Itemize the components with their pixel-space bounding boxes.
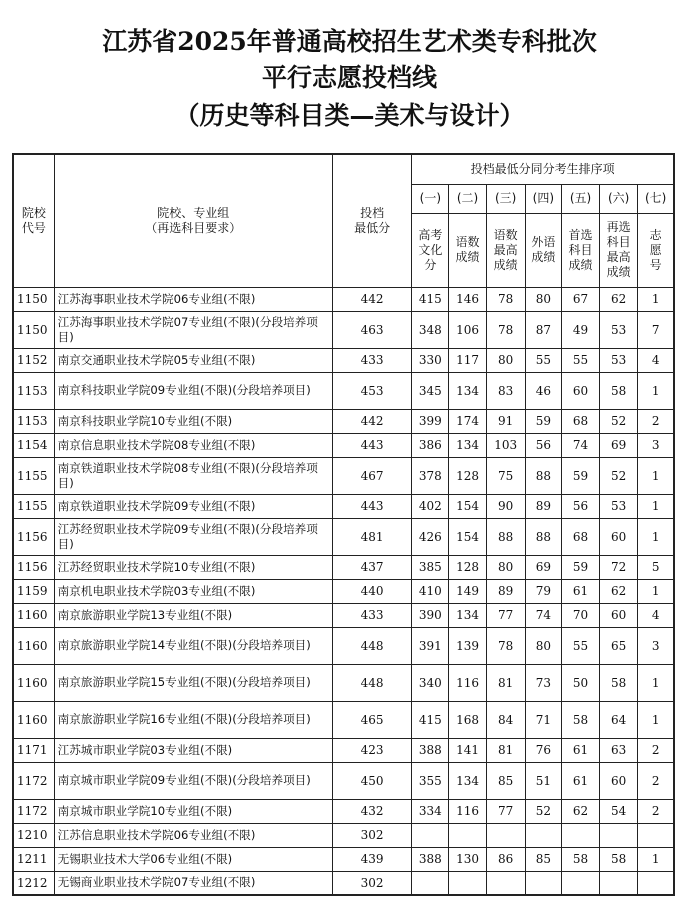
- cell-score-2: 130: [449, 847, 486, 871]
- cell-score-2: 139: [449, 627, 486, 664]
- cell-score-1: 402: [412, 494, 449, 518]
- cell-score-4: 80: [525, 627, 561, 664]
- header-code-label: 院校 代号: [21, 205, 46, 235]
- cell-score-3: 75: [486, 457, 525, 494]
- cell-score-1: 386: [412, 433, 449, 457]
- cell-min-score: 448: [332, 627, 411, 664]
- cell-name: 南京城市职业学院10专业组(不限): [54, 799, 332, 823]
- cell-code: 1150: [13, 311, 54, 348]
- cell-min-score: 450: [332, 762, 411, 799]
- cell-score-5: 56: [561, 494, 599, 518]
- table-row: [13, 799, 674, 823]
- cell-score-2: 116: [449, 799, 486, 823]
- header-min-score: [332, 154, 411, 287]
- cell-score-3: 91: [486, 409, 525, 433]
- cell-score-6: 58: [600, 372, 638, 409]
- table-row: [13, 627, 674, 664]
- cell-name: 江苏经贸职业技术学院09专业组(不限)(分段培养项目): [54, 518, 332, 555]
- cell-score-2: 168: [449, 701, 486, 738]
- cell-score-5: 59: [561, 555, 599, 579]
- cell-score-3: 78: [486, 311, 525, 348]
- header-code: [13, 154, 54, 287]
- cell-score-6: 64: [600, 701, 638, 738]
- cell-code: 1150: [13, 287, 54, 311]
- header-number: (五): [561, 184, 599, 213]
- cell-score-1: 390: [412, 603, 449, 627]
- header-number: (三): [486, 184, 525, 213]
- cell-score-3: 90: [486, 494, 525, 518]
- cell-score-2: 128: [449, 457, 486, 494]
- cell-score-2: 146: [449, 287, 486, 311]
- cell-score-3: [486, 871, 525, 895]
- header-number: (一): [412, 184, 449, 213]
- cell-score-2: 116: [449, 664, 486, 701]
- cell-name: 南京旅游职业学院13专业组(不限): [54, 603, 332, 627]
- cell-code: 1153: [13, 372, 54, 409]
- cell-score-5: 61: [561, 738, 599, 762]
- cell-score-5: 62: [561, 799, 599, 823]
- cell-score-4: 79: [525, 579, 561, 603]
- cell-name: 南京旅游职业学院15专业组(不限)(分段培养项目): [54, 664, 332, 701]
- cell-min-score: 443: [332, 433, 411, 457]
- cell-score-4: 51: [525, 762, 561, 799]
- cell-score-7: 1: [638, 518, 674, 555]
- cell-score-3: 83: [486, 372, 525, 409]
- cell-score-7: 5: [638, 555, 674, 579]
- cell-score-7: 1: [638, 579, 674, 603]
- cell-score-4: 69: [525, 555, 561, 579]
- cell-score-2: 149: [449, 579, 486, 603]
- cell-score-7: 1: [638, 701, 674, 738]
- cell-name: 南京旅游职业学院14专业组(不限)(分段培养项目): [54, 627, 332, 664]
- cell-score-2: 134: [449, 372, 486, 409]
- cell-score-3: 77: [486, 603, 525, 627]
- table-row: [13, 494, 674, 518]
- cell-score-7: 2: [638, 409, 674, 433]
- cell-score-7: 2: [638, 762, 674, 799]
- cell-score-2: 117: [449, 348, 486, 372]
- cell-score-2: 174: [449, 409, 486, 433]
- cell-score-1: 426: [412, 518, 449, 555]
- cell-score-2: 154: [449, 518, 486, 555]
- cell-score-3: 80: [486, 348, 525, 372]
- cell-score-4: 85: [525, 847, 561, 871]
- cell-score-4: [525, 871, 561, 895]
- cell-code: 1172: [13, 762, 54, 799]
- cell-score-2: 141: [449, 738, 486, 762]
- cell-score-3: 88: [486, 518, 525, 555]
- cell-score-1: 388: [412, 847, 449, 871]
- cell-score-3: 85: [486, 762, 525, 799]
- cell-score-4: 55: [525, 348, 561, 372]
- cell-score-7: 1: [638, 664, 674, 701]
- cell-score-6: 58: [600, 847, 638, 871]
- cell-min-score: 465: [332, 701, 411, 738]
- cell-score-5: [561, 823, 599, 847]
- cell-score-4: 89: [525, 494, 561, 518]
- cell-score-7: 1: [638, 287, 674, 311]
- admission-score-table: [12, 153, 675, 896]
- cell-score-7: 4: [638, 348, 674, 372]
- cell-score-5: 55: [561, 627, 599, 664]
- cell-code: 1156: [13, 555, 54, 579]
- cell-name: 江苏海事职业技术学院07专业组(不限)(分段培养项目): [54, 311, 332, 348]
- cell-score-3: 89: [486, 579, 525, 603]
- cell-score-6: 53: [600, 348, 638, 372]
- table-row: [13, 311, 674, 348]
- cell-score-6: 53: [600, 311, 638, 348]
- cell-score-7: 3: [638, 433, 674, 457]
- cell-score-3: 78: [486, 627, 525, 664]
- cell-score-5: 60: [561, 372, 599, 409]
- cell-score-1: 410: [412, 579, 449, 603]
- cell-score-1: 355: [412, 762, 449, 799]
- cell-code: 1160: [13, 664, 54, 701]
- title-line-1: 江苏省2025年普通高校招生艺术类专科批次: [102, 27, 597, 56]
- cell-code: 1171: [13, 738, 54, 762]
- cell-score-3: 81: [486, 738, 525, 762]
- table-row: [13, 433, 674, 457]
- cell-score-5: 61: [561, 579, 599, 603]
- cell-min-score: 302: [332, 823, 411, 847]
- cell-score-6: 58: [600, 664, 638, 701]
- cell-min-score: 467: [332, 457, 411, 494]
- header-number: (六): [600, 184, 638, 213]
- title-line-2: 平行志愿投档线: [261, 63, 437, 92]
- cell-score-4: 52: [525, 799, 561, 823]
- cell-score-4: 87: [525, 311, 561, 348]
- cell-score-1: 415: [412, 701, 449, 738]
- cell-score-5: 68: [561, 409, 599, 433]
- cell-min-score: 302: [332, 871, 411, 895]
- cell-score-5: 58: [561, 701, 599, 738]
- table-row: [13, 664, 674, 701]
- cell-name: 无锡商业职业技术学院07专业组(不限): [54, 871, 332, 895]
- header-label: 再选 科目 最高 成绩: [600, 213, 638, 287]
- cell-min-score: 481: [332, 518, 411, 555]
- cell-score-7: 7: [638, 311, 674, 348]
- cell-name: 江苏经贸职业技术学院10专业组(不限): [54, 555, 332, 579]
- cell-score-6: [600, 871, 638, 895]
- cell-score-2: [449, 871, 486, 895]
- table-row: [13, 518, 674, 555]
- cell-score-6: 62: [600, 287, 638, 311]
- cell-name: 江苏海事职业技术学院06专业组(不限): [54, 287, 332, 311]
- header-number: (七): [638, 184, 674, 213]
- table-row: [13, 579, 674, 603]
- cell-score-7: 1: [638, 457, 674, 494]
- table-row: [13, 847, 674, 871]
- cell-min-score: 442: [332, 409, 411, 433]
- cell-name: 南京交通职业技术学院05专业组(不限): [54, 348, 332, 372]
- table-row: [13, 287, 674, 311]
- cell-score-7: 1: [638, 372, 674, 409]
- cell-score-4: 80: [525, 287, 561, 311]
- cell-score-6: 72: [600, 555, 638, 579]
- cell-name: 南京机电职业技术学院03专业组(不限): [54, 579, 332, 603]
- cell-name: 江苏信息职业技术学院06专业组(不限): [54, 823, 332, 847]
- table-row: [13, 762, 674, 799]
- header-name-label: 院校、专业组 （再选科目要求）: [145, 205, 242, 235]
- cell-score-4: 56: [525, 433, 561, 457]
- cell-score-6: 60: [600, 603, 638, 627]
- cell-score-4: 46: [525, 372, 561, 409]
- header-number: (四): [525, 184, 561, 213]
- cell-score-2: 106: [449, 311, 486, 348]
- cell-code: 1212: [13, 871, 54, 895]
- cell-score-5: [561, 871, 599, 895]
- table-row: [13, 457, 674, 494]
- cell-min-score: 439: [332, 847, 411, 871]
- title-line-3: （历史等科目类—美术与设计）: [174, 101, 525, 130]
- cell-code: 1155: [13, 494, 54, 518]
- cell-score-2: 154: [449, 494, 486, 518]
- table-row: [13, 823, 674, 847]
- cell-code: 1172: [13, 799, 54, 823]
- cell-score-6: [600, 823, 638, 847]
- table-row: [13, 409, 674, 433]
- cell-score-5: 55: [561, 348, 599, 372]
- cell-code: 1160: [13, 603, 54, 627]
- cell-score-1: 385: [412, 555, 449, 579]
- cell-score-5: 50: [561, 664, 599, 701]
- cell-score-2: [449, 823, 486, 847]
- table-row: [13, 555, 674, 579]
- cell-code: 1153: [13, 409, 54, 433]
- cell-name: 南京铁道职业技术学院09专业组(不限): [54, 494, 332, 518]
- cell-score-4: [525, 823, 561, 847]
- cell-score-3: 86: [486, 847, 525, 871]
- cell-score-5: 49: [561, 311, 599, 348]
- cell-code: 1210: [13, 823, 54, 847]
- cell-score-1: 399: [412, 409, 449, 433]
- cell-score-5: 61: [561, 762, 599, 799]
- cell-score-6: 62: [600, 579, 638, 603]
- cell-score-2: 128: [449, 555, 486, 579]
- cell-score-7: 3: [638, 627, 674, 664]
- cell-score-1: 378: [412, 457, 449, 494]
- cell-score-1: 415: [412, 287, 449, 311]
- cell-score-1: 391: [412, 627, 449, 664]
- cell-score-3: 103: [486, 433, 525, 457]
- cell-score-7: [638, 871, 674, 895]
- cell-min-score: 423: [332, 738, 411, 762]
- table-row: [13, 738, 674, 762]
- cell-score-1: 340: [412, 664, 449, 701]
- cell-code: 1154: [13, 433, 54, 457]
- header-label: 外语 成绩: [525, 213, 561, 287]
- cell-score-2: 134: [449, 603, 486, 627]
- header-number: (二): [449, 184, 486, 213]
- cell-score-6: 60: [600, 762, 638, 799]
- cell-score-1: [412, 871, 449, 895]
- header-label: 高考 文化 分: [412, 213, 449, 287]
- cell-score-3: 80: [486, 555, 525, 579]
- cell-score-7: [638, 823, 674, 847]
- cell-score-3: 84: [486, 701, 525, 738]
- cell-score-4: 76: [525, 738, 561, 762]
- cell-score-3: 77: [486, 799, 525, 823]
- cell-score-5: 74: [561, 433, 599, 457]
- cell-score-5: 68: [561, 518, 599, 555]
- cell-name: 南京科技职业学院09专业组(不限)(分段培养项目): [54, 372, 332, 409]
- cell-code: 1156: [13, 518, 54, 555]
- cell-score-7: 4: [638, 603, 674, 627]
- cell-score-1: [412, 823, 449, 847]
- cell-score-6: 60: [600, 518, 638, 555]
- cell-code: 1159: [13, 579, 54, 603]
- cell-code: 1160: [13, 627, 54, 664]
- cell-score-6: 52: [600, 457, 638, 494]
- header-label: 语数 最高 成绩: [486, 213, 525, 287]
- cell-code: 1211: [13, 847, 54, 871]
- header-label: 首选 科目 成绩: [561, 213, 599, 287]
- cell-min-score: 437: [332, 555, 411, 579]
- cell-name: 南京旅游职业学院16专业组(不限)(分段培养项目): [54, 701, 332, 738]
- cell-name: 南京铁道职业技术学院08专业组(不限)(分段培养项目): [54, 457, 332, 494]
- cell-score-1: 348: [412, 311, 449, 348]
- cell-score-7: 1: [638, 494, 674, 518]
- cell-score-5: 70: [561, 603, 599, 627]
- cell-score-4: 88: [525, 518, 561, 555]
- table-row: [13, 871, 674, 895]
- cell-min-score: 463: [332, 311, 411, 348]
- cell-name: 南京信息职业技术学院08专业组(不限): [54, 433, 332, 457]
- cell-name: 南京城市职业学院09专业组(不限)(分段培养项目): [54, 762, 332, 799]
- cell-score-1: 345: [412, 372, 449, 409]
- cell-score-6: 65: [600, 627, 638, 664]
- table-row: [13, 701, 674, 738]
- cell-score-2: 134: [449, 433, 486, 457]
- cell-score-5: 58: [561, 847, 599, 871]
- table-body: [13, 287, 674, 895]
- header-label: 志 愿 号: [638, 213, 674, 287]
- header-min-score-label: 投档 最低分: [354, 205, 391, 235]
- cell-score-3: 78: [486, 287, 525, 311]
- cell-min-score: 442: [332, 287, 411, 311]
- cell-min-score: 433: [332, 348, 411, 372]
- cell-min-score: 432: [332, 799, 411, 823]
- cell-score-5: 67: [561, 287, 599, 311]
- cell-score-4: 88: [525, 457, 561, 494]
- cell-name: 南京科技职业学院10专业组(不限): [54, 409, 332, 433]
- cell-min-score: 453: [332, 372, 411, 409]
- cell-name: 江苏城市职业学院03专业组(不限): [54, 738, 332, 762]
- header-label: 语数 成绩: [449, 213, 486, 287]
- cell-min-score: 440: [332, 579, 411, 603]
- cell-code: 1155: [13, 457, 54, 494]
- table-row: [13, 603, 674, 627]
- cell-score-4: 59: [525, 409, 561, 433]
- cell-min-score: 443: [332, 494, 411, 518]
- cell-score-4: 74: [525, 603, 561, 627]
- cell-name: 无锡职业技术大学06专业组(不限): [54, 847, 332, 871]
- cell-score-1: 330: [412, 348, 449, 372]
- cell-min-score: 433: [332, 603, 411, 627]
- cell-score-5: 59: [561, 457, 599, 494]
- cell-score-7: 1: [638, 847, 674, 871]
- cell-score-7: 2: [638, 799, 674, 823]
- cell-score-6: 63: [600, 738, 638, 762]
- cell-code: 1160: [13, 701, 54, 738]
- cell-min-score: 448: [332, 664, 411, 701]
- cell-score-2: 134: [449, 762, 486, 799]
- cell-score-6: 54: [600, 799, 638, 823]
- cell-score-7: 2: [638, 738, 674, 762]
- cell-score-1: 388: [412, 738, 449, 762]
- table-row: [13, 348, 674, 372]
- cell-score-4: 71: [525, 701, 561, 738]
- table-row: [13, 372, 674, 409]
- cell-score-3: [486, 823, 525, 847]
- cell-score-4: 73: [525, 664, 561, 701]
- header-tie-group: 投档最低分同分考生排序项: [412, 154, 674, 184]
- cell-score-6: 52: [600, 409, 638, 433]
- cell-code: 1152: [13, 348, 54, 372]
- header-name: [54, 154, 332, 287]
- cell-score-6: 69: [600, 433, 638, 457]
- cell-score-3: 81: [486, 664, 525, 701]
- cell-score-1: 334: [412, 799, 449, 823]
- cell-score-6: 53: [600, 494, 638, 518]
